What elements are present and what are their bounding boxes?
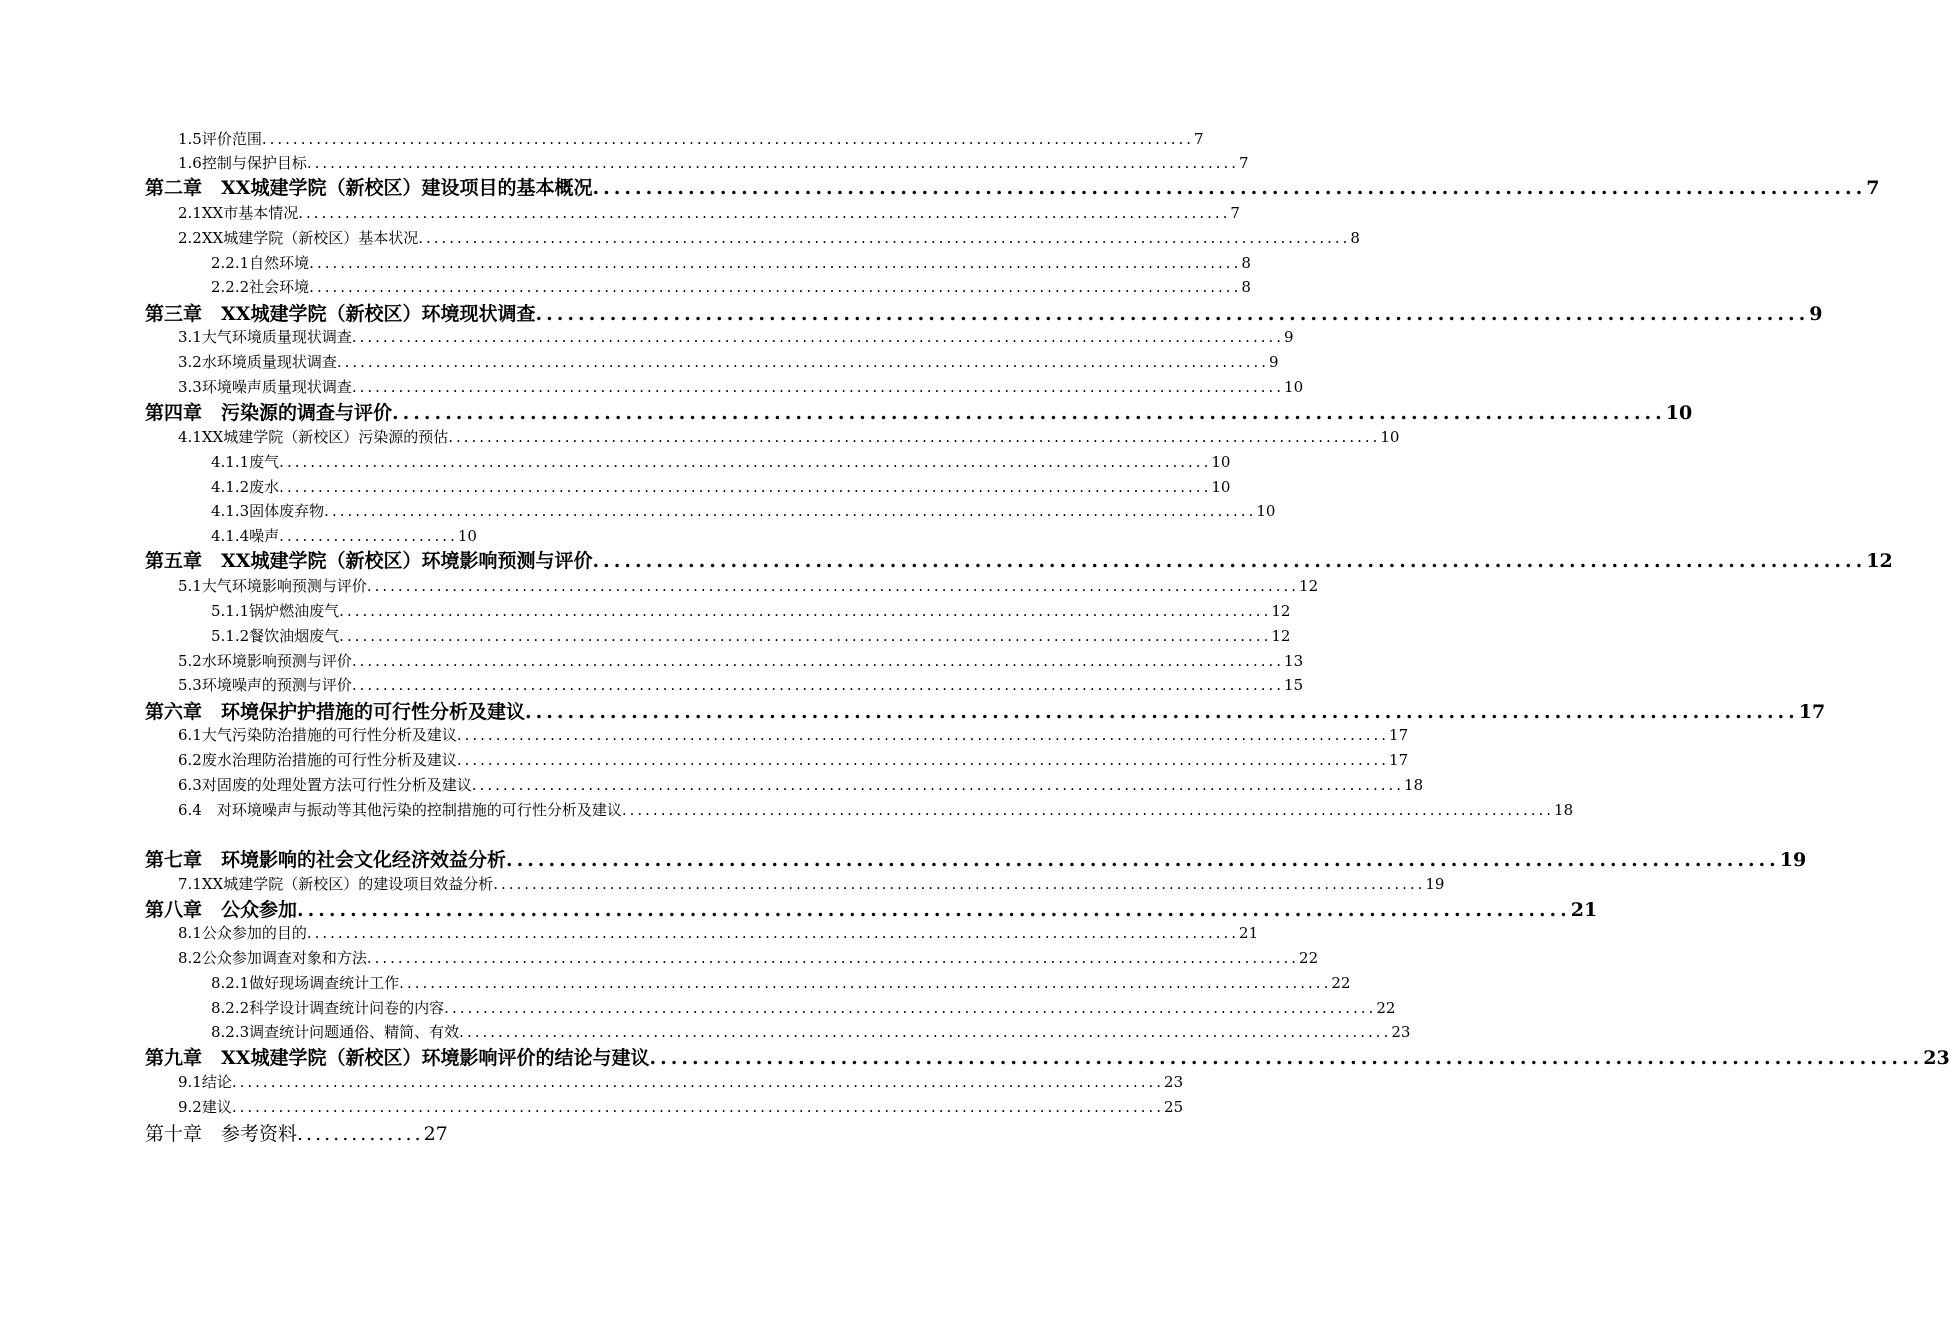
toc-leader: ........................................................................................................................: [649, 1047, 1924, 1069]
toc-leader: ........................................................................................................................: [493, 875, 1426, 893]
toc-entry[interactable]: [178, 922, 1259, 943]
toc-leader: ........................................................................................................................: [261, 130, 1195, 148]
toc-chapter-label: 第二章 XX城建学院（新校区）建设项目的基本概况: [145, 177, 593, 199]
toc-entry-page: 17: [1389, 751, 1409, 769]
toc-entry-page: 12: [1271, 627, 1291, 645]
toc-leader: ........................................................................................................................: [592, 550, 1867, 572]
toc-entry-page: 22: [1331, 974, 1351, 992]
toc-entry-label: 1.6控制与保护目标: [178, 154, 307, 172]
toc-entry[interactable]: [178, 128, 1204, 149]
toc-entry-label: 9.2建议: [178, 1098, 232, 1116]
toc-entry-page: 7: [1230, 204, 1240, 222]
toc-entry-label: 5.1.1锅炉燃油废气: [211, 602, 340, 620]
toc-entry[interactable]: [178, 575, 1319, 596]
toc-entry[interactable]: [178, 227, 1360, 248]
toc-entry-page: 8: [1350, 229, 1360, 247]
toc-leader: ........................................................................................................................: [351, 378, 1285, 396]
toc-chapter[interactable]: [145, 1043, 1950, 1070]
toc-leader: ........................................................................................................................: [351, 676, 1285, 694]
toc-leader: ........................................................................................................................: [298, 204, 1231, 222]
toc-chapter-label: 第八章 公众参加: [145, 899, 298, 921]
toc-chapter-page: 27: [423, 1123, 448, 1145]
toc-entry-label: 1.5评价范围: [178, 130, 262, 148]
toc-entry[interactable]: [178, 1096, 1184, 1117]
toc-chapter-page: 23: [1923, 1047, 1950, 1069]
toc-leader: ........................................................................................................................: [418, 229, 1351, 247]
toc-entry-label: 8.1公众参加的目的: [178, 924, 307, 942]
toc-leader: ........................................................................................................................: [279, 453, 1212, 471]
toc-entry-label: 6.2废水治理防治措施的可行性分析及建议: [178, 751, 457, 769]
toc-entry-label: 4.1XX城建学院（新校区）污染源的预估: [178, 428, 449, 446]
toc-entry-page: 15: [1284, 676, 1304, 694]
toc-entry-label: 2.2.1自然环境: [211, 254, 310, 272]
toc-leader: ........................................................................................................................: [351, 652, 1285, 670]
toc-chapter[interactable]: [145, 299, 1823, 326]
toc-chapter-page: 21: [1570, 899, 1598, 921]
toc-leader: ........................................................................................................................: [456, 726, 1390, 744]
toc-entry[interactable]: [211, 625, 1291, 646]
toc-entry-page: 10: [457, 527, 477, 545]
toc-chapter-page: 9: [1809, 303, 1823, 325]
toc-leader: ........................................................................................................................: [351, 328, 1285, 346]
toc-leader: ........................................................................................................................: [506, 849, 1780, 871]
toc-chapter[interactable]: [145, 173, 1880, 200]
toc-entry-label: 7.1XX城建学院（新校区）的建设项目效益分析: [178, 875, 494, 893]
toc-leader: ........................................................................................................................: [297, 899, 1571, 921]
toc-entry-label: 6.3对固废的处理处置方法可行性分析及建议: [178, 776, 472, 794]
toc-leader: ........................................................................................................................: [306, 154, 1240, 172]
toc-entry[interactable]: [178, 202, 1240, 223]
toc-entry[interactable]: [178, 351, 1279, 372]
toc-entry-page: 18: [1554, 801, 1574, 819]
toc-entry[interactable]: [178, 674, 1304, 695]
toc-entry-page: 13: [1284, 652, 1304, 670]
toc-leader: ........................................................................................................................: [231, 1073, 1165, 1091]
toc-leader: ........................................................................................................................: [535, 303, 1810, 325]
toc-entry-label: 4.1.3固体废弃物: [211, 502, 325, 520]
toc-leader: ........................................................................................................................: [279, 478, 1212, 496]
toc-chapter[interactable]: [145, 546, 1893, 573]
toc-entry[interactable]: [178, 724, 1409, 745]
toc-entry-page: 10: [1211, 478, 1231, 496]
toc-entry-label: 5.1.2餐饮油烟废气: [211, 627, 340, 645]
toc-entry-page: 10: [1211, 453, 1231, 471]
toc-entry-label: 9.1结论: [178, 1073, 232, 1091]
toc-entry[interactable]: [178, 873, 1445, 894]
toc-chapter-label: 第六章 环境保护护措施的可行性分析及建议: [145, 701, 526, 723]
toc-entry-label: 8.2.1做好现场调查统计工作: [211, 974, 400, 992]
toc-leader: ........................................................................................................................: [621, 801, 1555, 819]
toc-entry-page: 25: [1164, 1098, 1184, 1116]
toc-entry-page: 10: [1284, 378, 1304, 396]
toc-chapter-label: 第十章 参考资料: [145, 1123, 298, 1145]
toc-leader: ........................................................................................................................: [231, 1098, 1165, 1116]
toc-leader: ..............: [297, 1123, 424, 1145]
toc-entry-page: 7: [1239, 154, 1249, 172]
toc-entry[interactable]: [178, 426, 1400, 447]
toc-entry-label: 3.3环境噪声质量现状调查: [178, 378, 352, 396]
toc-leader: .......................: [279, 527, 458, 545]
toc-entry[interactable]: [211, 600, 1291, 621]
toc-entry-page: 21: [1239, 924, 1259, 942]
toc-entry[interactable]: [211, 476, 1231, 497]
toc-chapter-page: 10: [1665, 402, 1693, 424]
toc-chapter-page: 12: [1866, 550, 1893, 572]
toc-entry-page: 22: [1376, 999, 1396, 1017]
toc-leader: ........................................................................................................................: [339, 602, 1272, 620]
toc-entry-page: 10: [1380, 428, 1400, 446]
toc-entry[interactable]: [211, 997, 1396, 1018]
toc-chapter-label: 第三章 XX城建学院（新校区）环境现状调查: [145, 303, 536, 325]
toc-chapter[interactable]: [145, 697, 1826, 724]
toc-entry-page: 18: [1404, 776, 1424, 794]
toc-entry[interactable]: [211, 451, 1231, 472]
toc-entry-label: 5.1大气环境影响预测与评价: [178, 577, 367, 595]
toc-leader: ........................................................................................................................: [444, 999, 1377, 1017]
toc-leader: ........................................................................................................................: [309, 278, 1242, 296]
toc-entry-label: 2.1XX市基本情况: [178, 204, 299, 222]
toc-leader: ........................................................................................................................: [392, 402, 1666, 424]
toc-entry-page: 23: [1391, 1023, 1411, 1041]
toc-entry-page: 17: [1389, 726, 1409, 744]
toc-entry[interactable]: [178, 376, 1304, 397]
toc-entry-label: 3.2水环境质量现状调查: [178, 353, 337, 371]
toc-entry-page: 12: [1299, 577, 1319, 595]
toc-entry[interactable]: [211, 1021, 1411, 1042]
toc-entry[interactable]: [178, 749, 1409, 770]
toc-entry[interactable]: [178, 152, 1249, 173]
toc-leader: ........................................................................................................................: [525, 701, 1799, 723]
toc-entry-label: 5.3环境噪声的预测与评价: [178, 676, 352, 694]
toc-chapter-page: 17: [1798, 701, 1826, 723]
toc-leader: ........................................................................................................................: [309, 254, 1242, 272]
toc-chapter-label: 第七章 环境影响的社会文化经济效益分析: [145, 849, 507, 871]
toc-leader: ........................................................................................................................: [471, 776, 1405, 794]
toc-leader: ........................................................................................................................: [339, 627, 1272, 645]
toc-entry-label: 8.2.2科学设计调查统计问卷的内容: [211, 999, 445, 1017]
toc-leader: ........................................................................................................................: [592, 177, 1867, 199]
toc-leader: ........................................................................................................................: [456, 751, 1390, 769]
toc-chapter[interactable]: [145, 398, 1693, 425]
toc-entry[interactable]: [211, 276, 1251, 297]
toc-entry-page: 9: [1284, 328, 1294, 346]
toc-entry-label: 3.1大气环境质量现状调查: [178, 328, 352, 346]
toc-entry[interactable]: [178, 650, 1304, 671]
toc-entry-page: 7: [1194, 130, 1204, 148]
toc-leader: ........................................................................................................................: [306, 924, 1240, 942]
toc-entry-page: 10: [1256, 502, 1276, 520]
toc-leader: ........................................................................................................................: [324, 502, 1257, 520]
toc-entry-label: 4.1.4噪声: [211, 527, 280, 545]
toc-entry-page: 12: [1271, 602, 1291, 620]
toc-entry-label: 5.2水环境影响预测与评价: [178, 652, 352, 670]
toc-entry[interactable]: [178, 774, 1424, 795]
toc-entry[interactable]: [211, 252, 1251, 273]
toc-entry-label: 2.2.2社会环境: [211, 278, 310, 296]
toc-leader: ........................................................................................................................: [366, 577, 1300, 595]
toc-entry-label: 8.2.3调查统计问题通俗、精简、有效: [211, 1023, 460, 1041]
toc-leader: ........................................................................................................................: [459, 1023, 1392, 1041]
toc-entry-page: 19: [1425, 875, 1445, 893]
toc-entry-label: 6.4 对环境噪声与振动等其他污染的控制措施的可行性分析及建议: [178, 801, 622, 819]
toc-chapter-page: 19: [1779, 849, 1807, 871]
toc-entry-label: 6.1大气污染防治措施的可行性分析及建议: [178, 726, 457, 744]
toc-entry-page: 9: [1269, 353, 1279, 371]
toc-entry[interactable]: [178, 1071, 1184, 1092]
toc-chapter-label: 第四章 污染源的调查与评价: [145, 402, 393, 424]
toc-entry[interactable]: [178, 799, 1574, 820]
toc-entry-page: 22: [1299, 949, 1319, 967]
toc-entry[interactable]: [211, 972, 1351, 993]
toc-leader: ........................................................................................................................: [336, 353, 1270, 371]
toc-entry-page: 8: [1241, 254, 1251, 272]
toc-entry[interactable]: [211, 525, 477, 546]
toc-entry[interactable]: [178, 326, 1294, 347]
toc-leader: ........................................................................................................................: [399, 974, 1332, 992]
toc-chapter[interactable]: [145, 895, 1598, 922]
toc-entry-label: 4.1.2废水: [211, 478, 280, 496]
toc-entry-page: 23: [1164, 1073, 1184, 1091]
toc-entry-label: 4.1.1废气: [211, 453, 280, 471]
toc-chapter-label: 第五章 XX城建学院（新校区）环境影响预测与评价: [145, 550, 593, 572]
toc-leader: ........................................................................................................................: [366, 949, 1300, 967]
toc-chapter[interactable]: [145, 845, 1807, 872]
toc-entry-label: 8.2公众参加调查对象和方法: [178, 949, 367, 967]
toc-leader: ........................................................................................................................: [448, 428, 1381, 446]
toc-entry[interactable]: [211, 500, 1276, 521]
toc-entry[interactable]: [178, 947, 1319, 968]
toc-chapter-page: 7: [1866, 177, 1880, 199]
toc-chapter-label: 第九章 XX城建学院（新校区）环境影响评价的结论与建议: [145, 1047, 650, 1069]
toc-chapter[interactable]: [145, 1119, 448, 1146]
toc-entry-page: 8: [1241, 278, 1251, 296]
toc-entry-label: 2.2XX城建学院（新校区）基本状况: [178, 229, 419, 247]
